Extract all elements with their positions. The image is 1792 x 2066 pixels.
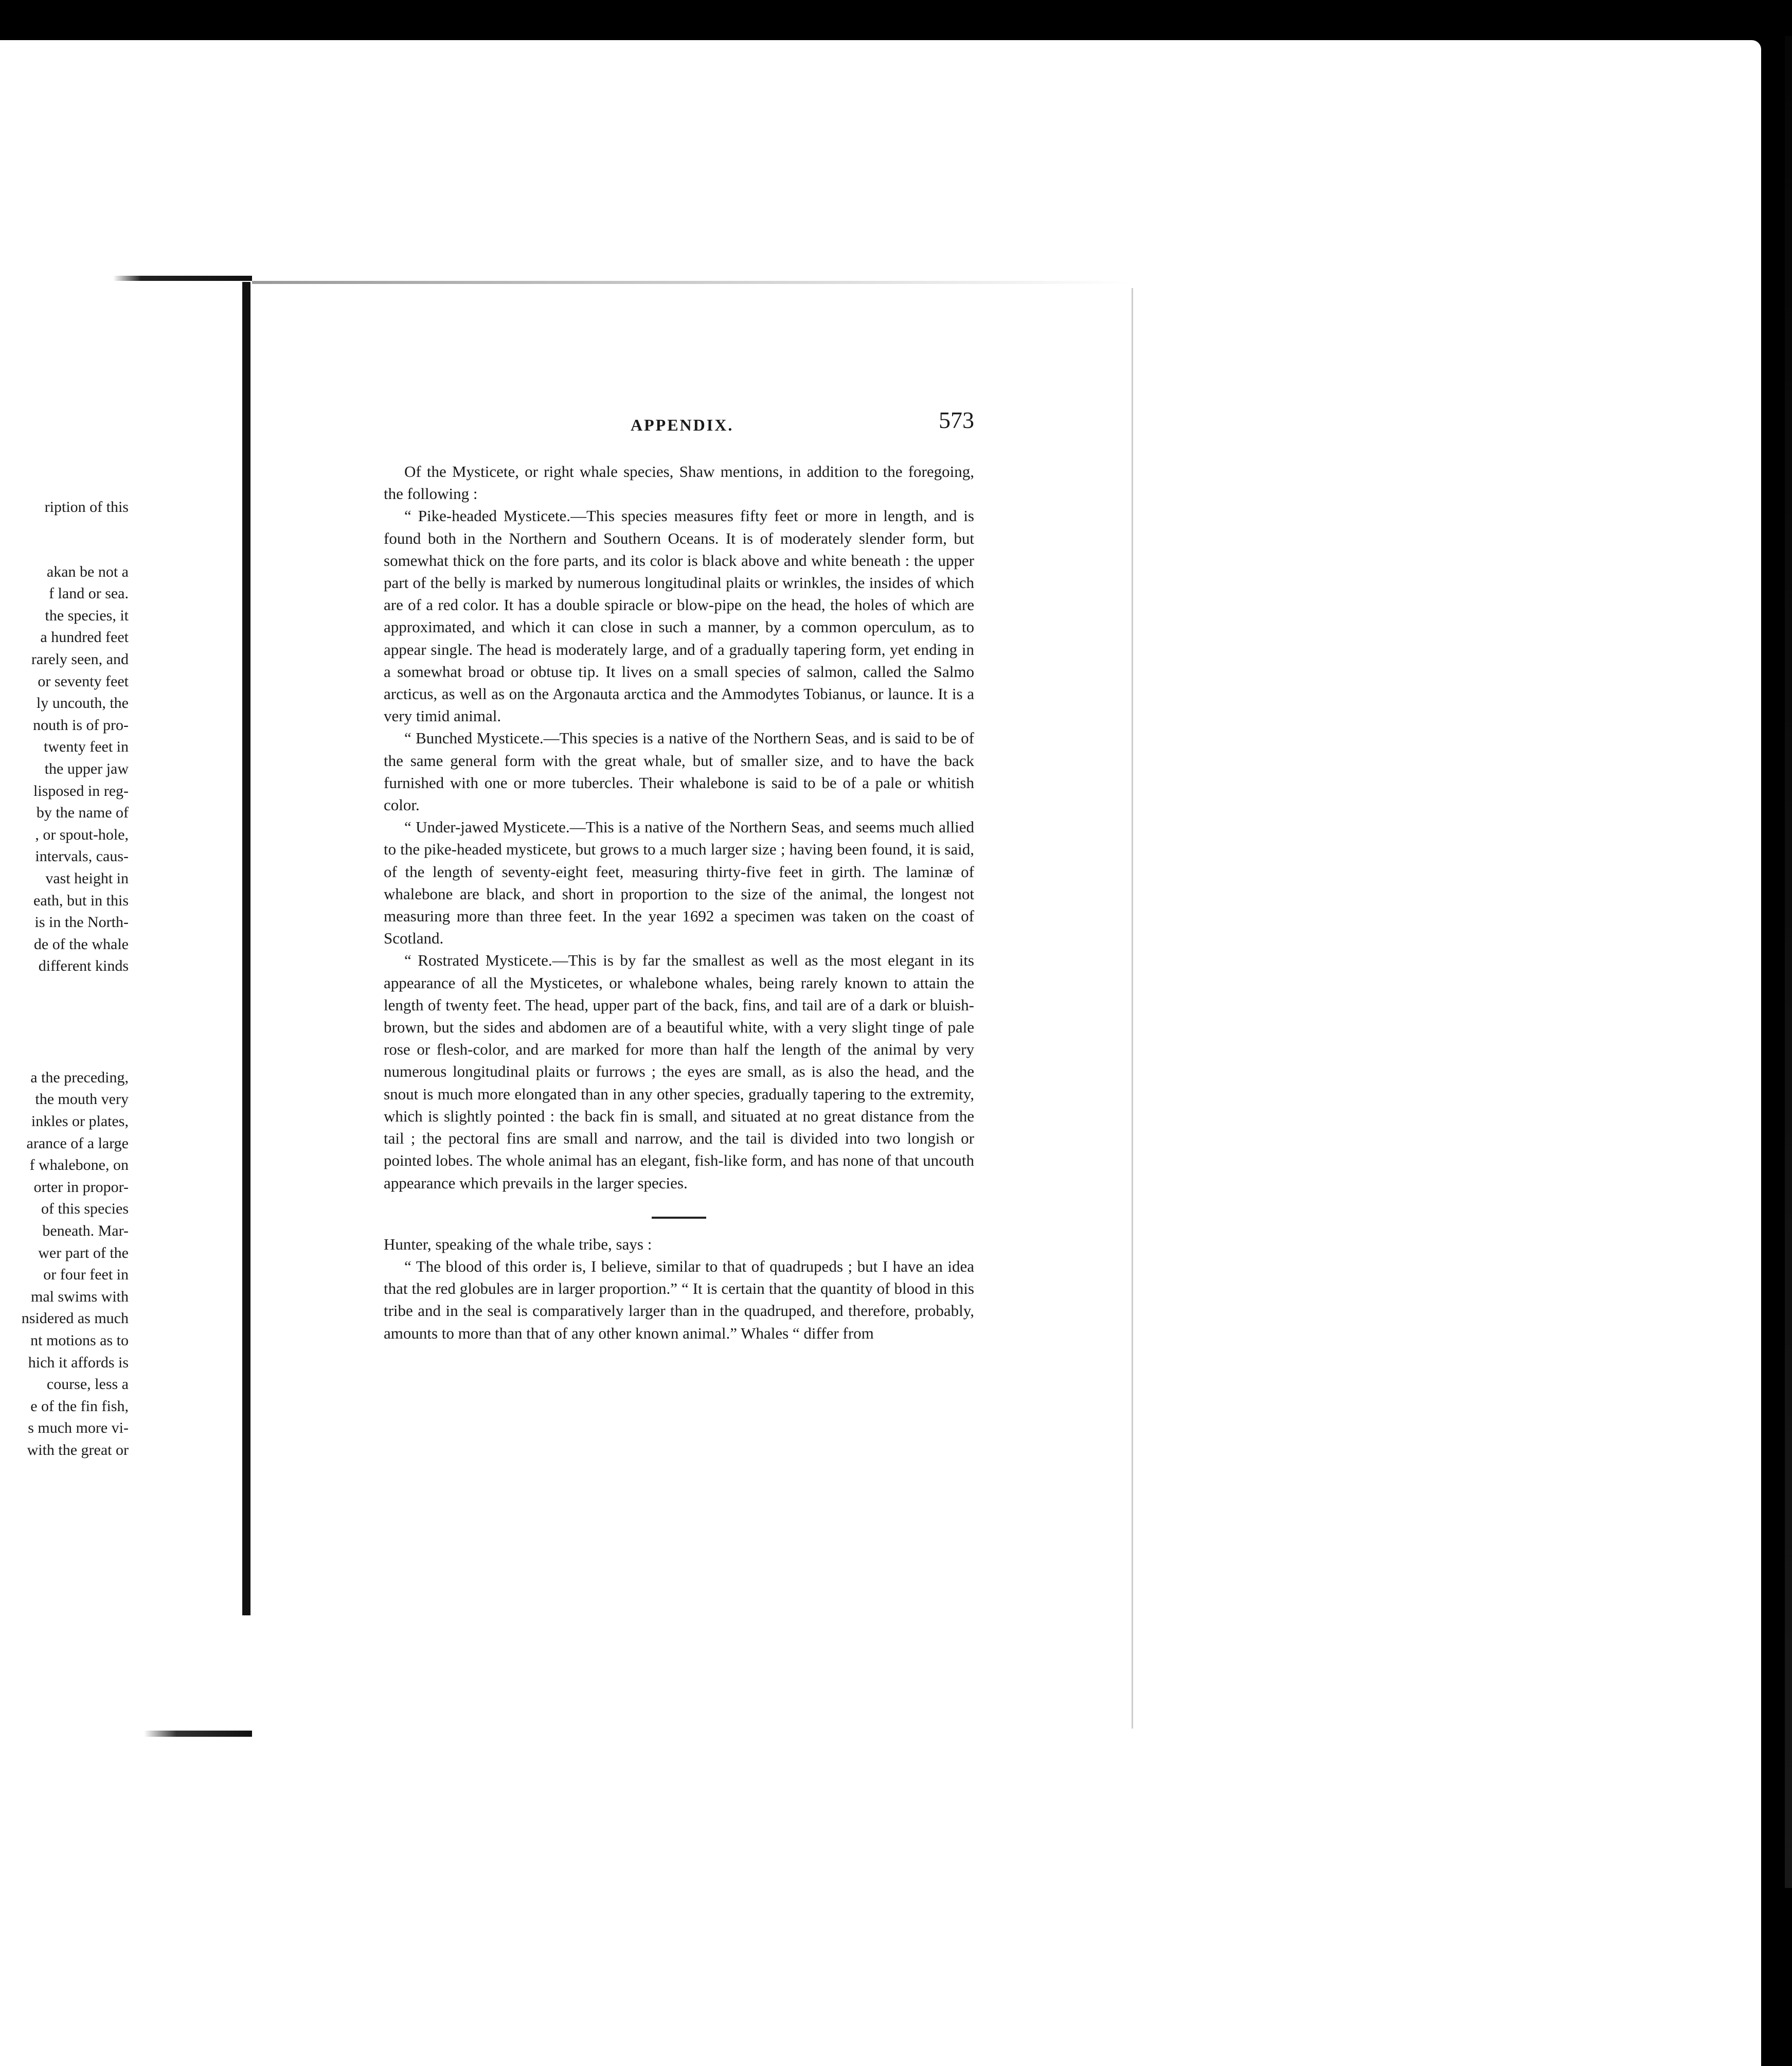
left-line: wer part of the [38,1244,129,1261]
left-line: e of the fin fish, [30,1397,129,1415]
left-line: by the name of [36,804,129,822]
left-line: de of the whale [33,935,129,953]
left-line: nouth is of pro- [33,716,129,734]
book-gutter-top [113,276,252,281]
left-line: rarely seen, and [31,650,129,668]
left-line: eath, but in this [33,892,129,909]
page-top-edge [252,281,1132,284]
left-line: different kinds [38,957,129,975]
paragraph: “ Bunched Mysticete.—This species is a native of the Northern Seas, and is said to be of the same general form with the great whale, but of smaller size, and to have the back furnished with one or more tubercles. Their whalebone is said to be of a pale or whitish color. [384,729,974,814]
right-page-edge [1132,288,1133,1729]
left-line: mal swims with [30,1288,129,1305]
paragraph: “ The blood of this order is, I believe, similar to that of quadrupeds ; but I have an idea that the red globules are in larger proportion.” “ It is certain that the quantity of blood in this tribe and in the seal is comparatively larger than in the quadruped, and therefore, probably, amounts to more than that of any other known animal.” Whales “ differ from [384,1257,974,1342]
paragraph: “ Pike-headed Mysticete.—This species measures fifty feet or more in length, and is found both in the Northern and Southern Oceans. It is of moderately slender form, but somewhat thick on the fore parts, and its color is black above and white beneath : the upper part of the belly is marked by numerous longitudinal plaits or wrinkles, the insides of which are of a red color. It has a double spiracle or blow-pipe on the head, the holes of which are approximated, and which it can close in such a manner, by a common operculum, as to appear single. The head is moderately large, and of a gradually tapering form, yet ending in a somewhat broad or obtuse tip. It lives on a small species of salmon, called the Salmo arcticus, as well as on the Argonauta arctica and the Ammodytes Tobianus, or launce. It is a very timid animal. [384,507,974,725]
left-line: is in the North- [34,914,129,931]
left-line: a hundred feet [40,629,129,646]
left-line: course, less a [46,1376,129,1393]
left-line: akan be not a [46,563,129,580]
left-line: f land or sea. [49,585,129,602]
left-line: the mouth very [35,1091,129,1108]
left-line: nt motions as to [30,1332,129,1349]
left-line: f whalebone, on [29,1156,129,1174]
left-line: or four feet in [43,1266,129,1284]
left-line: s much more vi- [28,1419,129,1437]
left-line-gap [0,1022,129,1067]
left-line: beneath. Mar- [42,1222,129,1240]
left-line: lisposed in reg- [33,782,129,799]
left-line: the upper jaw [44,760,129,777]
page-header [384,406,974,437]
page-body [384,460,974,1344]
running-head: APPENDIX. [631,416,734,434]
left-line: of this species [41,1200,129,1218]
section-rule [652,1217,706,1219]
book-gutter [242,282,250,1615]
left-line: with the great or [27,1441,129,1458]
book-gutter-bottom [144,1731,252,1737]
left-line: vast height in [45,869,129,887]
left-line: ly uncouth, the [36,694,129,712]
paragraph: Hunter, speaking of the whale tribe, says : [384,1235,652,1253]
left-line: hich it affords is [28,1353,129,1371]
right-page [384,406,974,1344]
left-line: , or spout-hole, [35,826,129,843]
paragraph: “ Under-jawed Mysticete.—This is a native of the Northern Seas, and seems much allied to the pike-headed mysticete, but grows to a much larger size ; having been found, it is said, of the length of seventy-eight feet, measuring thirty-five feet in girth. The laminæ of whalebone are black, and short in proportion to the size of the animal, the longest not measuring more than three feet. In the year 1692 a specimen was taken on the coast of Scotland. [384,818,974,948]
paragraph: “ Rostrated Mysticete.—This is by far the smallest as well as the most elegant in its appearance of all the Mysticetes, or whalebone whales, being rarely known to attain the length of twenty feet. The head, upper part of the back, fins, and tail are of a dark or bluish-brown, but the sides and abdomen are of a beautiful white, with a very slight tinge of pale rose or flesh-color, and are marked for more than half the length of the animal by very numerous longitudinal plaits or furrows ; the eyes are small, as is also the head, and the snout is much more elongated than in any other species, gradually tapering to the extremity, which is slightly pointed : the back fin is small, and situated at no great distance from the tail ; the pectoral fins are small and narrow, and the tail is divided into two longish or pointed lobes. The whole animal has an elegant, fish-like form, and has none of that uncouth appearance which prevails in the larger species. [384,951,974,1192]
left-line: the species, it [45,607,129,624]
left-line: twenty feet in [44,738,129,756]
left-line: orter in propor- [33,1178,129,1196]
left-line: arance of a large [26,1134,129,1152]
page-number: 573 [939,407,974,433]
left-line-gap [0,519,129,561]
left-line: or seventy feet [38,672,129,690]
left-line: nsidered as much [21,1310,129,1327]
left-line: ription of this [44,498,129,515]
left-line: a the preceding, [30,1068,129,1086]
left-line-gap [0,977,129,1022]
left-line: intervals, caus- [35,848,129,865]
sheet-edge-shadow [1785,36,1792,1888]
left-page-column [0,496,129,1462]
paragraph: Of the Mysticete, or right whale species, Shaw mentions, in addition to the foregoing, the following : [384,462,974,503]
left-line: inkles or plates, [31,1113,129,1130]
